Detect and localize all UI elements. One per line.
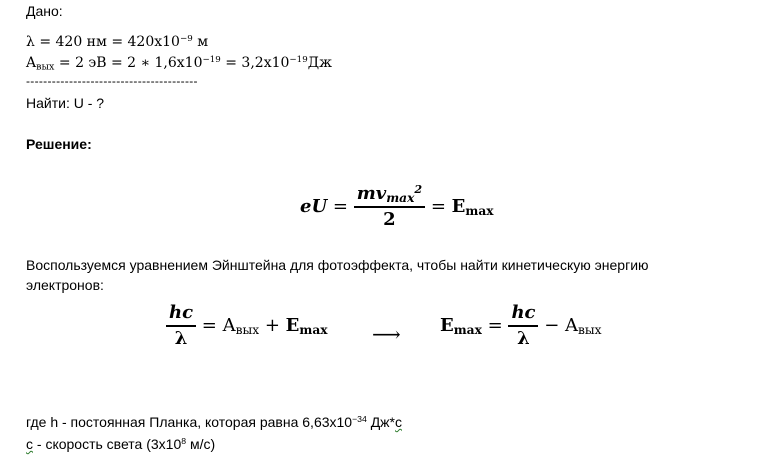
planck-unit: Дж* <box>366 414 395 430</box>
eq2-work <box>223 315 260 336</box>
eq3-energy-sub: max <box>453 322 482 337</box>
eq3-work-base: A <box>565 314 579 336</box>
eq1-lhs: eU <box>300 195 328 217</box>
eq1-numerator <box>354 184 425 208</box>
light-text: - скорость света (3x10 <box>33 436 182 452</box>
light-speed-note <box>26 436 215 452</box>
eq3-equals: = <box>481 314 509 336</box>
eq3-minus: − <box>538 314 566 336</box>
eq2-fraction <box>166 303 196 349</box>
eq3-fraction <box>508 303 538 349</box>
work-function-line <box>26 55 332 71</box>
eq2-energy <box>286 315 328 336</box>
lambda-exponent: −9 <box>179 34 193 45</box>
eq2-work-sub: вых <box>235 322 260 337</box>
equation-einstein <box>166 303 328 349</box>
implies-arrow: ⟶ <box>372 322 401 346</box>
lambda-unit: м <box>192 34 209 50</box>
work-subscript: вых <box>36 61 55 73</box>
eq1-rhs <box>452 196 494 217</box>
find-line: Найти: U - ? <box>26 95 105 111</box>
work-value: = 2 эВ = 2 ∗ 1,6x10 <box>54 55 203 71</box>
eq1-num-base: mv <box>356 183 387 204</box>
equation-kinetic <box>440 303 602 349</box>
work-converted: = 3,2x10 <box>220 55 290 71</box>
work-symbol: A <box>26 55 37 71</box>
eq3-denominator: λ <box>517 327 530 349</box>
lambda-value: = 420 нм = 420x10 <box>34 34 180 50</box>
light-symbol: с <box>26 436 33 452</box>
light-unit: м/с) <box>186 436 216 452</box>
eq1-rhs-base: E <box>451 195 466 217</box>
eq1-num-sub: max <box>386 191 415 206</box>
solution-heading: Решение: <box>26 136 92 152</box>
given-heading: Дано: <box>26 3 63 19</box>
equation-energy <box>300 184 494 230</box>
eq2-equals: = <box>196 314 223 336</box>
eq2-energy-base: E <box>285 314 300 336</box>
eq3-energy <box>440 315 482 336</box>
lambda-line <box>26 34 208 50</box>
eq3-work-sub: вых <box>578 322 602 337</box>
eq1-fraction <box>354 184 425 230</box>
eq2-denominator: λ <box>174 327 188 349</box>
eq2-work-base: A <box>222 314 236 336</box>
eq1-denominator: 2 <box>383 208 396 230</box>
eq3-numerator: hc <box>508 303 538 327</box>
lambda-symbol: λ <box>26 34 35 50</box>
eq2-numerator: hc <box>166 303 196 327</box>
divider: ---------------------------------------- <box>26 74 198 88</box>
planck-unit-end: с <box>395 414 402 430</box>
work-exponent-2: −19 <box>289 55 308 66</box>
work-exponent-1: −19 <box>202 55 221 66</box>
eq3-work <box>565 315 602 336</box>
planck-note <box>26 414 402 430</box>
eq3-energy-base: E <box>440 314 454 336</box>
eq2-energy-sub: max <box>299 322 328 337</box>
eq1-rhs-sub: max <box>465 203 494 218</box>
light-exponent: 8 <box>181 436 187 447</box>
eq2-plus: + <box>259 314 286 336</box>
work-unit: Дж <box>307 55 332 71</box>
eq1-equals-2: = <box>425 195 452 217</box>
explanation-text: Воспользуемся уравнением Эйнштейна для фотоэффекта, чтобы найти кинетическую энергию <box>26 257 649 273</box>
planck-exponent: −34 <box>352 414 367 425</box>
explanation-text-2: электронов: <box>26 277 104 293</box>
eq1-num-sup: 2 <box>414 182 423 196</box>
eq1-equals-1: = <box>327 195 354 217</box>
planck-text: где h - постоянная Планка, которая равна 6,63x10 <box>26 414 353 430</box>
